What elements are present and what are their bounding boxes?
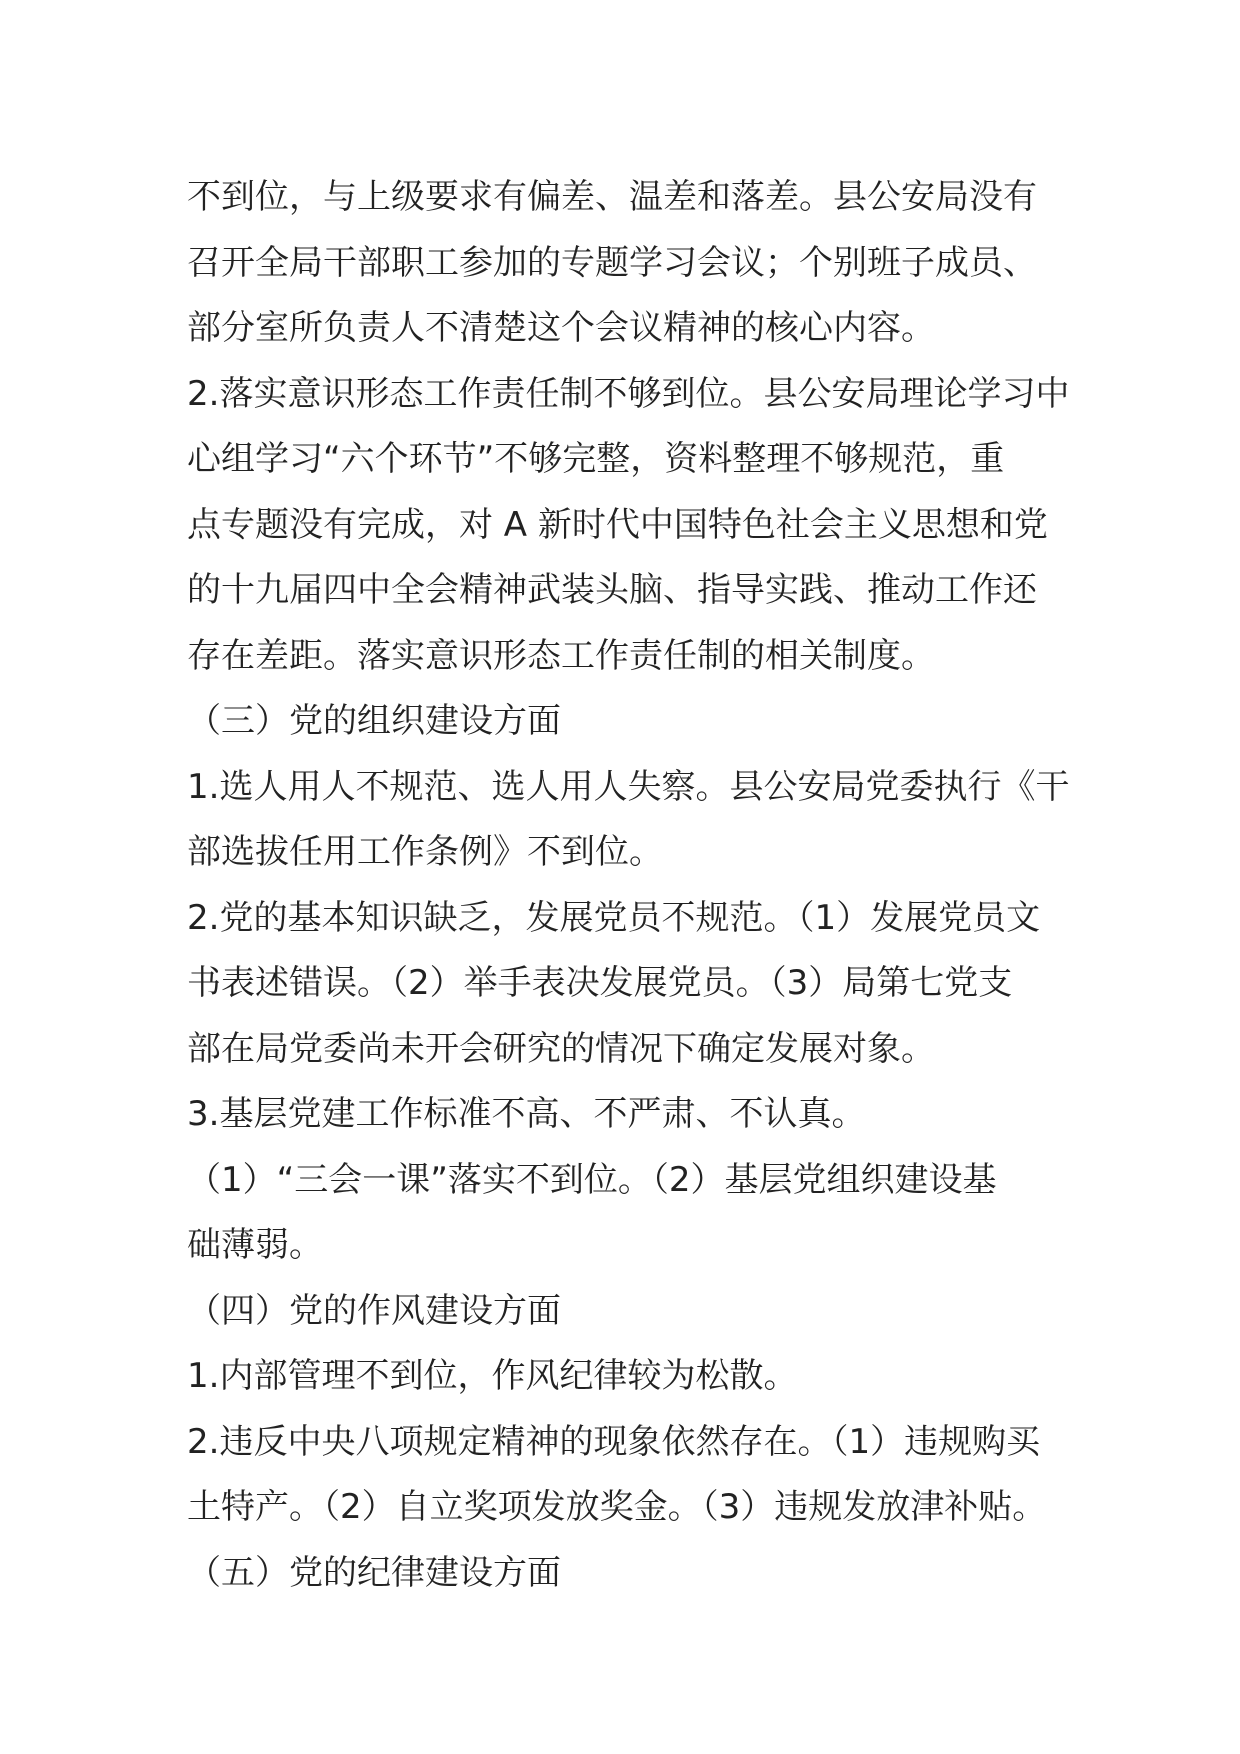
- document-body: [187, 165, 1070, 1606]
- text-line: 存在差距。落实意识形态工作责任制的相关制度。: [187, 635, 935, 676]
- text-line: 部分室所负责人不清楚这个会议精神的核心内容。: [187, 308, 935, 348]
- text-line: 不到位，与上级要求有偏差、温差和落差。县公安局没有: [187, 177, 1037, 217]
- text-line: （1）“三会一课”落实不到位。（2）基层党组织建设基: [187, 1159, 997, 1200]
- text-line: 3.基层党建工作标准不高、不严肃、不认真。: [187, 1094, 866, 1134]
- text-line: 书表述错误。（2）举手表决发展党员。（3）局第七党支: [187, 963, 1013, 1003]
- section-heading: （四）党的作风建设方面: [187, 1290, 561, 1331]
- text-line: 1.内部管理不到位，作风纪律较为松散。: [187, 1356, 798, 1396]
- text-line: 心组学习“六个环节”不够完整，资料整理不够规范，重: [187, 439, 1005, 479]
- section-heading: （三）党的组织建设方面: [187, 701, 561, 741]
- text-line: 土特产。（2）自立奖项发放奖金。（3）违规发放津补贴。: [187, 1487, 1047, 1527]
- text-line: 1.选人用人不规范、选人用人失察。县公安局党委执行《干: [187, 766, 1070, 807]
- text-line: 2.违反中央八项规定精神的现象依然存在。（1）违规购买: [187, 1421, 1041, 1462]
- text-line: 召开全局干部职工参加的专题学习会议；个别班子成员、: [187, 242, 1037, 283]
- text-line: 的十九届四中全会精神武装头脑、指导实践、推动工作还: [187, 570, 1037, 610]
- text-line: 部选拔任用工作条例》不到位。: [187, 832, 663, 872]
- text-line: 2.落实意识形态工作责任制不够到位。县公安局理论学习中: [187, 373, 1070, 414]
- text-line: 部在局党委尚未开会研究的情况下确定发展对象。: [187, 1028, 935, 1069]
- text-line: 2.党的基本知识缺乏，发展党员不规范。（1）发展党员文: [187, 897, 1041, 938]
- text-line: 点专题没有完成，对 A 新时代中国特色社会主义思想和党: [187, 504, 1048, 545]
- text-line: 础薄弱。: [187, 1225, 323, 1265]
- section-heading: （五）党的纪律建设方面: [187, 1552, 561, 1593]
